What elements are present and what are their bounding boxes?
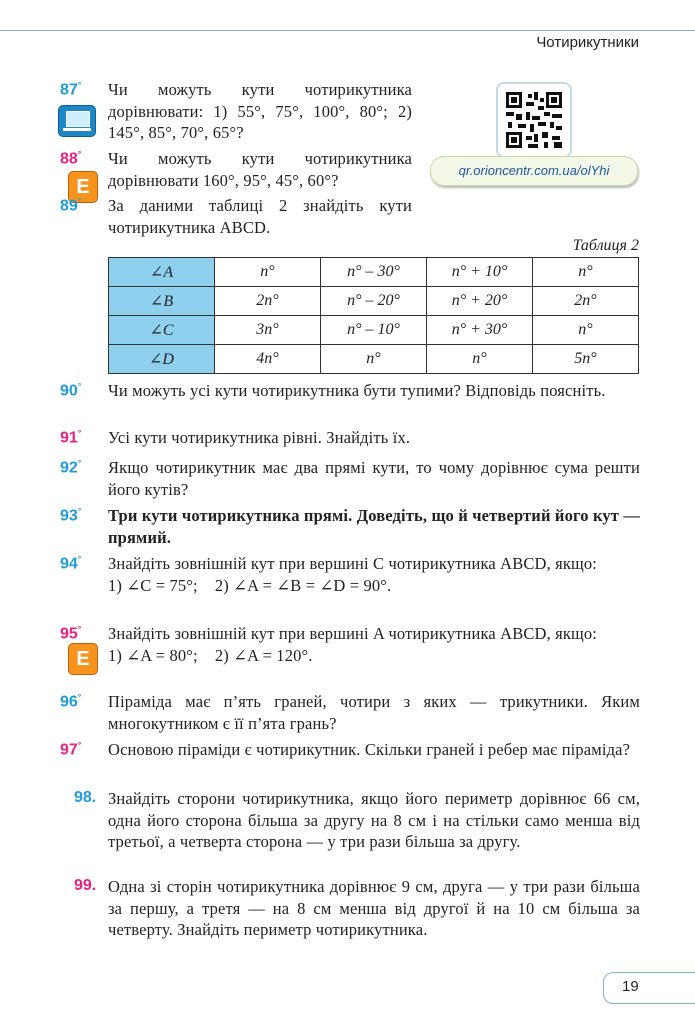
problem-number: 99. (74, 877, 97, 894)
table-cell: 2n° (215, 287, 321, 316)
computer-icon (58, 105, 96, 137)
problem-number: 88° (60, 149, 82, 168)
problem-number: 94° (60, 554, 82, 573)
table-row (109, 258, 639, 287)
header-rule (0, 30, 695, 31)
problem-93: Три кути чотирикутника прямі. Доведіть, що й четвертий його кут — прямий. (108, 506, 640, 547)
problem-91: Усі кути чотирикутника рівні. Знайдіть їх. (108, 428, 411, 447)
table-row (109, 287, 639, 316)
problem-96: Піраміда має п’ять граней, чотири з яких — трикутники. Яким многокутником є її п’ята грань? (108, 692, 640, 733)
problem-number: 97° (60, 740, 82, 759)
problem-number: 92° (60, 458, 82, 477)
table-cell: n° + 20° (427, 287, 533, 316)
table-cell: n° – 20° (321, 287, 427, 316)
table-cell: n° – 10° (321, 316, 427, 345)
table-cell: 4n° (215, 345, 321, 374)
problem-number: 89° (60, 196, 82, 215)
qr-code[interactable] (496, 82, 572, 158)
table-cell: 2n° (533, 287, 639, 316)
problem-88: Чи можуть кути чотирикутника дорівнювати 160°, 95°, 45°, 60°? (108, 149, 412, 190)
problem-number: 96° (60, 692, 82, 711)
table-cell: n° + 10° (427, 258, 533, 287)
problem-92: Якщо чотирикутник має два прямі кути, то чому дорівнює сума решти його кутів? (108, 458, 640, 499)
problem-98: Знайдіть сторони чотирикутника, якщо його периметр дорівнює 66 см, одна його сторона більша за другу на 8 см і на стільки само менша від третьої, а четверта сторона — у три рази більша за другу. (108, 789, 640, 851)
table-cell: ∠B (109, 287, 215, 316)
problem-97: Основою піраміди є чотирикутник. Скільки граней і ребер має піраміда? (108, 740, 631, 759)
table-cell: 5n° (533, 345, 639, 374)
page-header-title: Чотирикутники (536, 34, 639, 51)
table-row (109, 345, 639, 374)
problem-number: 93° (60, 506, 82, 525)
problem-number: 98. (74, 789, 97, 806)
page-number-frame (603, 972, 695, 1004)
table-cell: n° (533, 258, 639, 287)
problem-99: Одна зі сторін чотирикутника дорівнює 9 см, друга — у три рази більша за першу, а третя — на 8 см менша від другої й на 10 см більша за четверту. Знайдіть периметр чотирикутника. (108, 877, 640, 939)
problem-95: Знайдіть зовнішній кут при вершині A чотирикутника ABCD, якщо: 1) ∠A = 80°; 2) ∠A = 120°. (108, 624, 598, 665)
table-cell: n° (427, 345, 533, 374)
table-cell: 3n° (215, 316, 321, 345)
problem-94: Знайдіть зовнішній кут при вершині C чотирикутника ABCD, якщо: 1) ∠C = 75°; 2) ∠A = ∠B = ∠D = 90°. (108, 554, 598, 595)
qr-code-icon (504, 90, 564, 150)
page-number: 19 (622, 978, 639, 995)
problem-number: 95° (60, 624, 82, 643)
table-cell: n° (215, 258, 321, 287)
e-badge-icon: E (68, 171, 98, 203)
table-cell: ∠C (109, 316, 215, 345)
table-row (109, 316, 639, 345)
qr-link[interactable]: qr.orioncentr.com.ua/olYhi (430, 156, 638, 186)
problem-87: Чи можуть кути чотирикутника дорівнювати: 1) 55°, 75°, 100°, 80°; 2) 145°, 85°, 70°, 65°? (108, 80, 412, 142)
problem-90: Чи можуть усі кути чотирикутника бути тупими? Відповідь поясніть. (108, 381, 606, 400)
table-cell: n° – 30° (321, 258, 427, 287)
problem-89: За даними таблиці 2 знайдіть кути чотирикутника ABCD. (108, 196, 412, 237)
problem-number: 87° (60, 80, 82, 99)
table-caption: Таблиця 2 (572, 237, 639, 254)
problem-number: 91° (60, 428, 82, 447)
e-badge-icon: E (68, 643, 98, 675)
table-cell: ∠D (109, 345, 215, 374)
table-cell: ∠A (109, 258, 215, 287)
data-table (108, 257, 639, 374)
table-cell: n° (321, 345, 427, 374)
problem-number: 90° (60, 381, 82, 400)
table-cell: n° (533, 316, 639, 345)
table-cell: n° + 30° (427, 316, 533, 345)
